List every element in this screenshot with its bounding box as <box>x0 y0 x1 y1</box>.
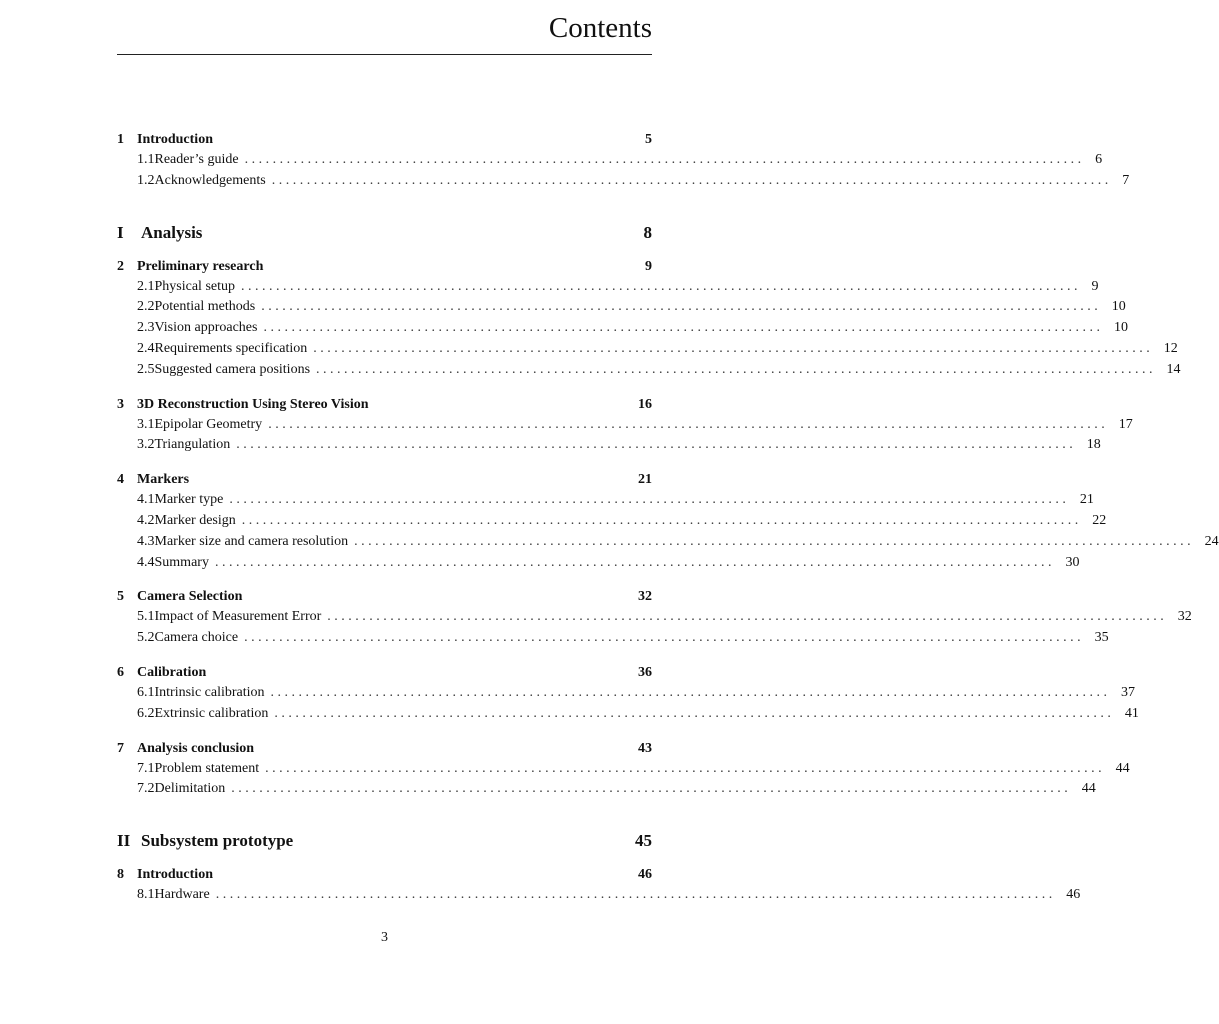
section-number: 4.4 <box>137 554 155 570</box>
chapter-page-number: 36 <box>638 664 652 680</box>
chapter-title: Introduction <box>137 132 213 147</box>
toc-part-entry[interactable] <box>117 830 652 852</box>
dot-leader: . . . . . . . . . . . . . . . . . . . . . . . . . . . . . . . . . . . . . . . . . . . . . . . . . . . . . . . . . . . . . . . . . . . . . . . . . . . . . . . . . . . . . . . . . . . . . . . . . . . . . . . . . . . . . . . . . . . . . . . . <box>274 705 1111 721</box>
section-page-number: 24 <box>1204 533 1219 549</box>
section-number: 1.2 <box>137 172 155 188</box>
section-number: 6.1 <box>137 684 155 700</box>
dot-leader: . . . . . . . . . . . . . . . . . . . . . . . . . . . . . . . . . . . . . . . . . . . . . . . . . . . . . . . . . . . . . . . . . . . . . . . . . . . . . . . . . . . . . . . . . . . . . . . . . . . . . . . . . . . . . . . . . . . . . . . . <box>244 630 1081 646</box>
section-page-number: 7 <box>1122 172 1130 188</box>
toc-section-entry[interactable] <box>117 277 1099 298</box>
toc-chapter-entry[interactable] <box>117 738 652 759</box>
toc-section-entry[interactable] <box>117 415 1133 436</box>
toc-section-entry[interactable] <box>117 171 1130 192</box>
toc-chapter-entry[interactable] <box>117 394 652 415</box>
toc-section-entry[interactable] <box>117 759 1130 780</box>
dot-leader: . . . . . . . . . . . . . . . . . . . . . . . . . . . . . . . . . . . . . . . . . . . . . . . . . . . . . . . . . . . . . . . . . . . . . . . . . . . . . . . . . . . . . . . . . . . . . . . . . . . . . . . . . . . . . . . . . . . . . . . . <box>236 437 1073 453</box>
chapter-title: Introduction <box>137 867 213 883</box>
section-title: Problem statement <box>154 760 260 776</box>
section-page-number: 37 <box>1121 684 1136 700</box>
section-title: Hardware <box>154 887 210 903</box>
part-title: Analysis <box>141 222 203 242</box>
section-title: Acknowledgements <box>154 172 266 188</box>
section-page-number: 46 <box>1066 887 1081 903</box>
toc-section-entry[interactable] <box>117 683 1136 704</box>
toc-section-entry[interactable] <box>117 607 1192 628</box>
dot-leader: . . . . . . . . . . . . . . . . . . . . . . . . . . . . . . . . . . . . . . . . . . . . . . . . . . . . . . . . . . . . . . . . . . . . . . . . . . . . . . . . . . . . . . . . . . . . . . . . . . . . . . . . . . . . . . . . . . . . . . . . <box>215 887 1053 903</box>
section-page-number: 17 <box>1118 416 1133 432</box>
toc-section-entry[interactable] <box>117 532 1219 553</box>
dot-leader: . . . . . . . . . . . . . . . . . . . . . . . . . . . . . . . . . . . . . . . . . . . . . . . . . . . . . . . . . . . . . . . . . . . . . . . . . . . . . . . . . . . . . . . . . . . . . . . . . . . . . . . . . . . . . . . . . . . . . . . . <box>354 533 1191 549</box>
chapter-number: 1 <box>117 132 124 147</box>
chapter-title: Analysis conclusion <box>137 740 255 756</box>
chapter-number: 7 <box>117 740 124 756</box>
document-page <box>117 0 1219 1024</box>
chapter-page-number: 5 <box>645 132 652 147</box>
toc-section-entry[interactable] <box>117 360 1181 381</box>
page-title: Contents <box>548 12 652 44</box>
chapter-page-number: 46 <box>638 867 652 883</box>
section-page-number: 9 <box>1091 278 1099 294</box>
section-title: Marker type <box>154 492 224 508</box>
toc-section-entry[interactable] <box>117 318 1128 339</box>
section-number: 1.1 <box>137 152 155 167</box>
section-number: 5.2 <box>137 630 155 646</box>
chapter-title: Camera Selection <box>137 589 243 605</box>
section-title: Extrinsic calibration <box>154 705 269 721</box>
section-title: Vision approaches <box>154 320 258 336</box>
dot-leader: . . . . . . . . . . . . . . . . . . . . . . . . . . . . . . . . . . . . . . . . . . . . . . . . . . . . . . . . . . . . . . . . . . . . . . . . . . . . . . . . . . . . . . . . . . . . . . . . . . . . . . . . . . . . . . . . . . . . . . . . <box>316 361 1153 377</box>
section-page-number: 6 <box>1095 152 1103 167</box>
dot-leader: . . . . . . . . . . . . . . . . . . . . . . . . . . . . . . . . . . . . . . . . . . . . . . . . . . . . . . . . . . . . . . . . . . . . . . . . . . . . . . . . . . . . . . . . . . . . . . . . . . . . . . . . . . . . . . . . . . . . . . . . <box>268 416 1105 432</box>
chapter-number: 3 <box>117 396 124 412</box>
chapter-page-number: 43 <box>638 740 652 756</box>
chapter-title: Preliminary research <box>137 258 264 274</box>
dot-leader: . . . . . . . . . . . . . . . . . . . . . . . . . . . . . . . . . . . . . . . . . . . . . . . . . . . . . . . . . . . . . . . . . . . . . . . . . . . . . . . . . . . . . . . . . . . . . . . . . . . . . . . . . . . . . . . . . . . . . . . . <box>265 760 1102 776</box>
toc-chapter-entry[interactable] <box>117 864 652 885</box>
section-title: Reader’s guide <box>154 152 239 167</box>
toc-section-entry[interactable] <box>117 704 1139 725</box>
section-number: 2.2 <box>137 299 155 315</box>
section-title: Delimitation <box>154 781 226 797</box>
chapter-number: 6 <box>117 664 124 680</box>
section-page-number: 14 <box>1166 361 1181 377</box>
section-page-number: 21 <box>1079 492 1094 508</box>
dot-leader: . . . . . . . . . . . . . . . . . . . . . . . . . . . . . . . . . . . . . . . . . . . . . . . . . . . . . . . . . . . . . . . . . . . . . . . . . . . . . . . . . . . . . . . . . . . . . . . . . . . . . . . . . . . . . . . . . . . . . . . . <box>241 512 1079 528</box>
toc-part-entry[interactable] <box>117 222 652 244</box>
part-title: Subsystem prototype <box>141 831 294 851</box>
section-title: Epipolar Geometry <box>154 416 263 432</box>
section-number: 8.1 <box>137 887 155 903</box>
section-number: 3.2 <box>137 437 155 453</box>
dot-leader: . . . . . . . . . . . . . . . . . . . . . . . . . . . . . . . . . . . . . . . . . . . . . . . . . . . . . . . . . . . . . . . . . . . . . . . . . . . . . . . . . . . . . . . . . . . . . . . . . . . . . . . . . . . . . . . . . . . . . . . . <box>214 554 1052 570</box>
section-title: Marker size and camera resolution <box>154 533 349 549</box>
toc-section-entry[interactable] <box>117 490 1094 511</box>
toc-section-entry[interactable] <box>117 885 1081 906</box>
toc-section-entry[interactable] <box>117 435 1101 456</box>
section-page-number: 44 <box>1081 781 1096 797</box>
section-number: 2.1 <box>137 278 155 294</box>
toc-section-entry[interactable] <box>117 339 1178 360</box>
chapter-title: 3D Reconstruction Using Stereo Vision <box>137 396 369 412</box>
section-page-number: 22 <box>1092 512 1107 528</box>
section-page-number: 44 <box>1115 760 1130 776</box>
section-number: 2.4 <box>137 340 155 356</box>
header-rule <box>117 54 652 55</box>
toc-chapter-entry[interactable] <box>117 662 652 683</box>
part-page-number: 45 <box>635 831 652 851</box>
dot-leader: . . . . . . . . . . . . . . . . . . . . . . . . . . . . . . . . . . . . . . . . . . . . . . . . . . . . . . . . . . . . . . . . . . . . . . . . . . . . . . . . . . . . . . . . . . . . . . . . . . . . . . . . . . . . . . . . . . . . . . . . <box>231 781 1068 797</box>
section-title: Camera choice <box>154 630 239 646</box>
chapter-number: 5 <box>117 589 124 605</box>
chapter-title: Markers <box>137 472 190 488</box>
toc-chapter-entry[interactable] <box>117 469 652 490</box>
section-number: 2.5 <box>137 361 155 377</box>
chapter-page-number: 16 <box>638 396 652 412</box>
section-number: 4.1 <box>137 492 155 508</box>
part-number: I <box>117 222 124 242</box>
section-number: 4.3 <box>137 533 155 549</box>
chapter-number: 2 <box>117 258 124 274</box>
toc-chapter-entry[interactable] <box>117 256 652 277</box>
section-title: Physical setup <box>154 278 235 294</box>
section-page-number: 10 <box>1113 320 1128 336</box>
toc-section-entry[interactable] <box>117 297 1126 318</box>
section-page-number: 35 <box>1094 630 1109 646</box>
dot-leader: . . . . . . . . . . . . . . . . . . . . . . . . . . . . . . . . . . . . . . . . . . . . . . . . . . . . . . . . . . . . . . . . . . . . . . . . . . . . . . . . . . . . . . . . . . . . . . . . . . . . . . . . . . . . . . . . . . . . . . . . <box>327 609 1164 625</box>
section-number: 7.2 <box>137 781 155 797</box>
section-title: Intrinsic calibration <box>154 684 265 700</box>
dot-leader: . . . . . . . . . . . . . . . . . . . . . . . . . . . . . . . . . . . . . . . . . . . . . . . . . . . . . . . . . . . . . . . . . . . . . . . . . . . . . . . . . . . . . . . . . . . . . . . . . . . . . . . . . . . . . . . . . . . . . . . . <box>271 172 1109 188</box>
chapter-number: 8 <box>117 867 124 883</box>
toc-section-entry[interactable] <box>117 511 1107 532</box>
section-title: Impact of Measurement Error <box>154 609 322 625</box>
section-number: 4.2 <box>137 512 155 528</box>
section-page-number: 32 <box>1177 609 1192 625</box>
section-title: Marker design <box>154 512 236 528</box>
section-page-number: 10 <box>1111 299 1126 315</box>
section-number: 5.1 <box>137 609 155 625</box>
section-number: 3.1 <box>137 416 155 432</box>
toc-section-entry[interactable] <box>117 150 1103 171</box>
table-of-contents <box>117 129 1219 906</box>
dot-leader: . . . . . . . . . . . . . . . . . . . . . . . . . . . . . . . . . . . . . . . . . . . . . . . . . . . . . . . . . . . . . . . . . . . . . . . . . . . . . . . . . . . . . . . . . . . . . . . . . . . . . . . . . . . . . . . . . . . . . . . . <box>263 320 1100 336</box>
section-title: Suggested camera positions <box>154 361 311 377</box>
page-number: 3 <box>381 930 388 945</box>
section-number: 2.3 <box>137 320 155 336</box>
toc-chapter-entry[interactable] <box>117 129 652 150</box>
toc-section-entry[interactable] <box>117 553 1080 574</box>
dot-leader: . . . . . . . . . . . . . . . . . . . . . . . . . . . . . . . . . . . . . . . . . . . . . . . . . . . . . . . . . . . . . . . . . . . . . . . . . . . . . . . . . . . . . . . . . . . . . . . . . . . . . . . . . . . . . . . . . . . . . . . . <box>244 152 1082 167</box>
chapter-title: Calibration <box>137 664 207 680</box>
chapter-number: 4 <box>117 472 124 488</box>
dot-leader: . . . . . . . . . . . . . . . . . . . . . . . . . . . . . . . . . . . . . . . . . . . . . . . . . . . . . . . . . . . . . . . . . . . . . . . . . . . . . . . . . . . . . . . . . . . . . . . . . . . . . . . . . . . . . . . . . . . . . . . . <box>261 299 1098 315</box>
dot-leader: . . . . . . . . . . . . . . . . . . . . . . . . . . . . . . . . . . . . . . . . . . . . . . . . . . . . . . . . . . . . . . . . . . . . . . . . . . . . . . . . . . . . . . . . . . . . . . . . . . . . . . . . . . . . . . . . . . . . . . . . <box>241 278 1078 294</box>
section-title: Summary <box>154 554 209 570</box>
section-page-number: 41 <box>1124 705 1139 721</box>
section-number: 7.1 <box>137 760 155 776</box>
section-title: Triangulation <box>154 437 231 453</box>
section-title: Requirements specification <box>154 340 308 356</box>
chapter-page-number: 21 <box>638 472 652 488</box>
dot-leader: . . . . . . . . . . . . . . . . . . . . . . . . . . . . . . . . . . . . . . . . . . . . . . . . . . . . . . . . . . . . . . . . . . . . . . . . . . . . . . . . . . . . . . . . . . . . . . . . . . . . . . . . . . . . . . . . . . . . . . . . <box>313 340 1150 356</box>
chapter-page-number: 32 <box>638 589 652 605</box>
section-title: Potential methods <box>154 299 256 315</box>
section-page-number: 30 <box>1065 554 1080 570</box>
toc-section-entry[interactable] <box>117 628 1109 649</box>
section-page-number: 18 <box>1086 437 1101 453</box>
toc-chapter-entry[interactable] <box>117 586 652 607</box>
part-page-number: 8 <box>643 222 652 242</box>
toc-section-entry[interactable] <box>117 779 1096 800</box>
dot-leader: . . . . . . . . . . . . . . . . . . . . . . . . . . . . . . . . . . . . . . . . . . . . . . . . . . . . . . . . . . . . . . . . . . . . . . . . . . . . . . . . . . . . . . . . . . . . . . . . . . . . . . . . . . . . . . . . . . . . . . . . <box>229 492 1066 508</box>
dot-leader: . . . . . . . . . . . . . . . . . . . . . . . . . . . . . . . . . . . . . . . . . . . . . . . . . . . . . . . . . . . . . . . . . . . . . . . . . . . . . . . . . . . . . . . . . . . . . . . . . . . . . . . . . . . . . . . . . . . . . . . . <box>270 684 1108 700</box>
section-number: 6.2 <box>137 705 155 721</box>
section-page-number: 12 <box>1163 340 1178 356</box>
chapter-page-number: 9 <box>645 258 652 274</box>
part-number: II <box>117 831 131 851</box>
